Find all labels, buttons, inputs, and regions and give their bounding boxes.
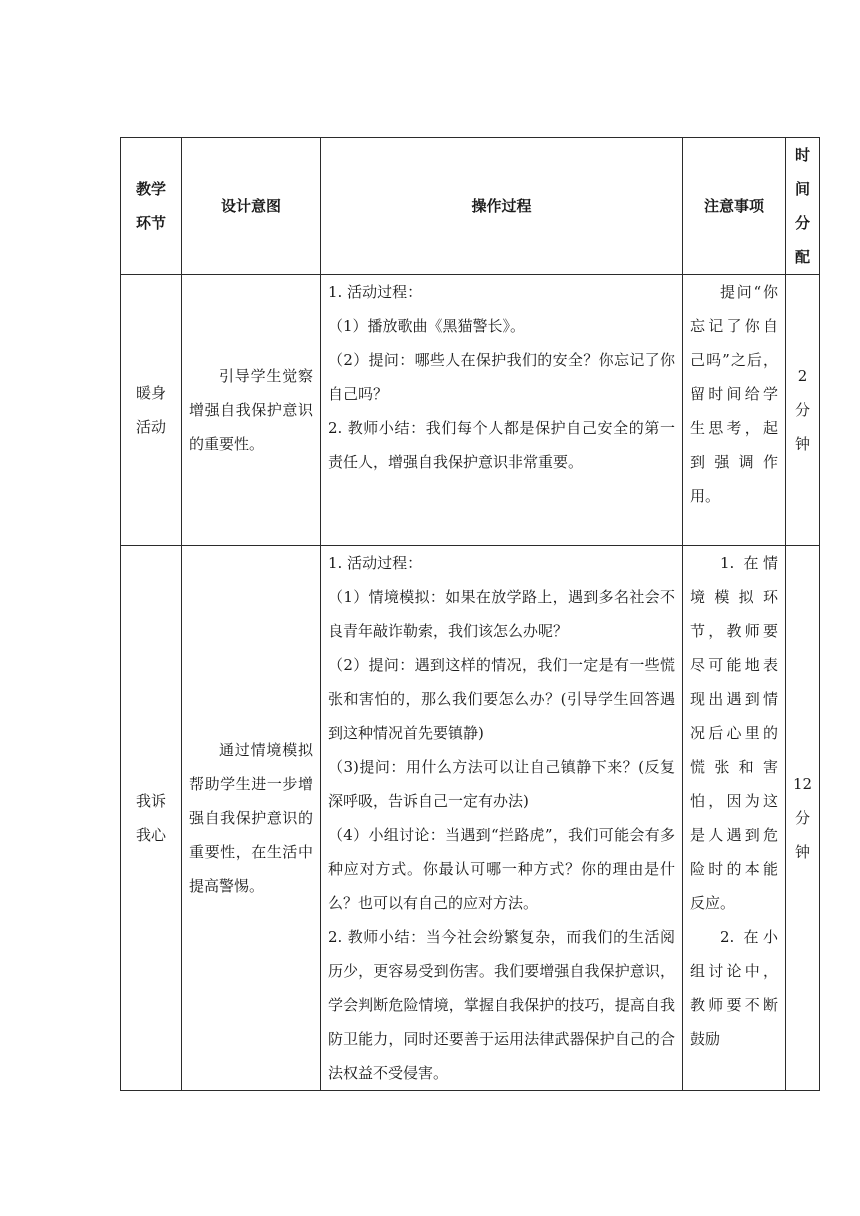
table-row — [121, 546, 820, 1091]
stage-cell: 我诉 我心 — [121, 546, 182, 1091]
process-line: （4）小组讨论：当遇到“拦路虎”，我们可能会有多种应对方式。你最认可哪一种方式？你的理由是什么？也可以有自己的应对方法。 — [328, 826, 675, 912]
process-line: 2. 教师小结：当今社会纷繁复杂，而我们的生活阅历少，更容易受到伤害。我们要增强自我保护意识，学会判断危险情境，掌握自我保护的技巧，提高自我防卫能力，同时还要善于运用法律武器保护自己的合法权益不受侵害。 — [328, 928, 675, 1082]
notes-text: 1. 在情境模拟环节，教师要尽可能地表现出遇到情况后心里的慌张和害怕，因为这是人遇到危险时的本能反应。 — [690, 554, 778, 912]
table-row — [121, 275, 820, 546]
table-header-row — [121, 138, 820, 275]
process-cell — [321, 546, 683, 1091]
time-cell: 12 分 钟 — [786, 546, 820, 1091]
process-line: （1）情境模拟：如果在放学路上，遇到多名社会不良青年敲诈勒索，我们该怎么办呢？ — [328, 588, 675, 640]
process-line: （1）播放歌曲《黑猫警长》。 — [328, 317, 526, 335]
process-line: 1. 活动过程： — [328, 283, 423, 301]
process-line: （2）提问：哪些人在保护我们的安全？你忘记了你自己吗？ — [328, 351, 675, 403]
header-intent: 设计意图 — [182, 138, 321, 275]
header-process: 操作过程 — [321, 138, 683, 275]
process-line: （3)提问：用什么方法可以让自己镇静下来？(反复深呼吸，告诉自己一定有办法) — [328, 758, 675, 810]
process-line: （2）提问：遇到这样的情况，我们一定是有一些慌张和害怕的，那么我们要怎么办？(引导学生回答遇到这种情况首先要镇静) — [328, 656, 675, 742]
process-line: 2. 教师小结：我们每个人都是保护自己安全的第一责任人，增强自我保护意识非常重要。 — [328, 419, 675, 471]
process-cell — [321, 275, 683, 546]
header-notes: 注意事项 — [683, 138, 786, 275]
intent-cell: 通过情境模拟帮助学生进一步增强自我保护意识的重要性，在生活中提高警惕。 — [182, 546, 321, 1091]
intent-cell: 引导学生觉察增强自我保护意识的重要性。 — [182, 275, 321, 546]
stage-cell: 暖身 活动 — [121, 275, 182, 546]
lesson-plan-table — [120, 137, 820, 1091]
header-stage: 教学 环节 — [121, 138, 182, 275]
header-time: 时 间 分 配 — [786, 138, 820, 275]
time-cell: 2 分 钟 — [786, 275, 820, 546]
process-line: 1. 活动过程： — [328, 554, 423, 572]
notes-cell — [683, 275, 786, 546]
notes-cell — [683, 546, 786, 1091]
notes-text: 2. 在小组讨论中，教师要不断鼓励 — [690, 928, 778, 1048]
notes-text: 提问“你忘记了你自己吗”之后，留时间给学生思考，起到强调作用。 — [690, 283, 778, 505]
